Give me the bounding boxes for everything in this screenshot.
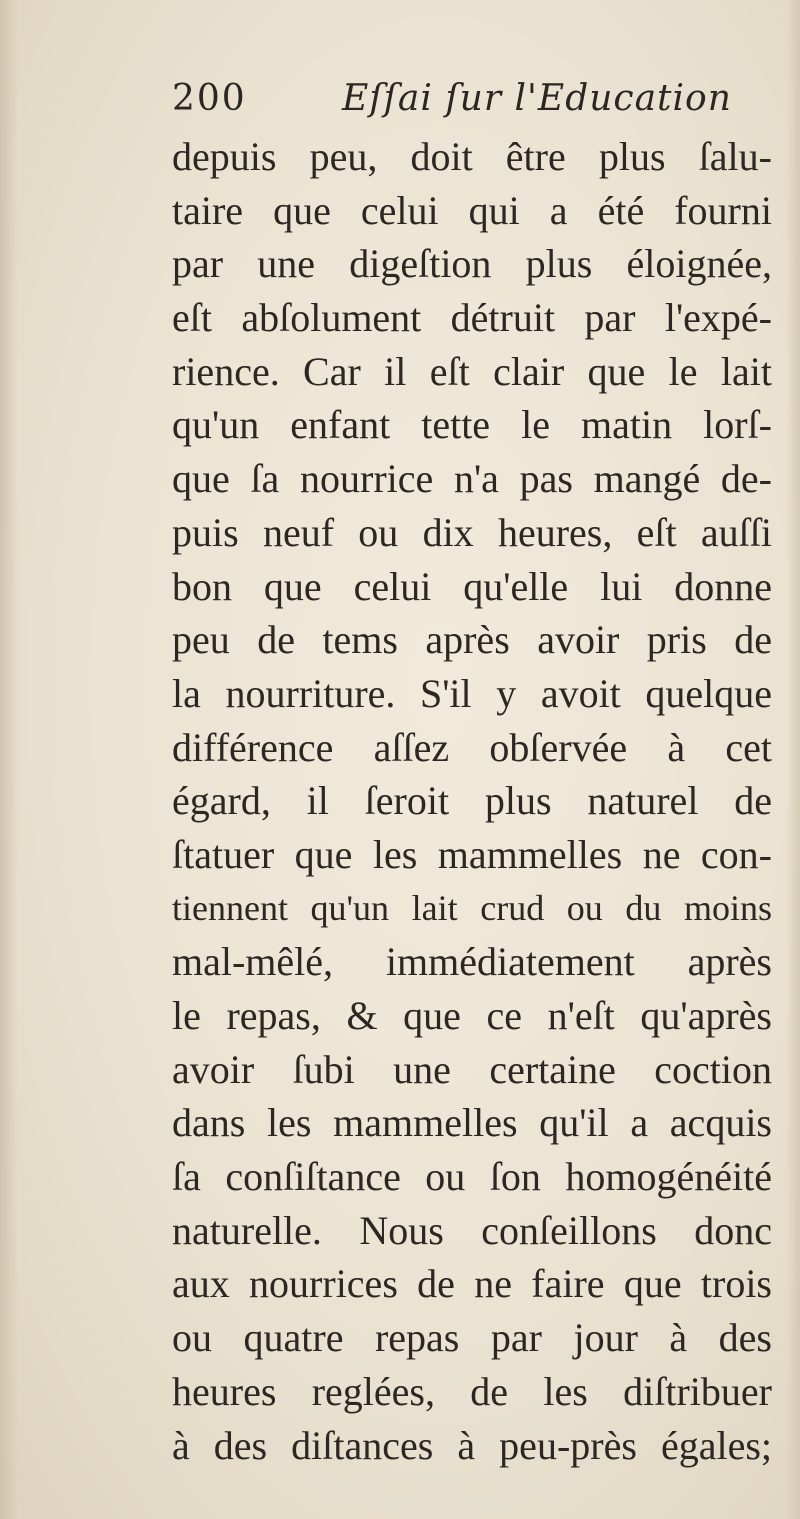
running-title: Eſſai ſur l'Education (342, 78, 732, 119)
text-line: à des diſtances à peu-près égales; (172, 1422, 772, 1468)
text-line: tiennent qu'un lait crud ou du moins (172, 887, 772, 928)
body-text (172, 130, 772, 1472)
text-line: rience. Car il eſt clair que le lait (172, 348, 772, 394)
text-line: égard, il ſeroit plus naturel de (172, 778, 772, 824)
text-line: depuis peu, doit être plus ſalu- (172, 134, 772, 179)
page-left-edge-shadow (0, 0, 18, 1519)
text-line: qu'un enfant tette le matin lorſ- (172, 402, 772, 448)
page-header (172, 78, 732, 128)
text-line: que ſa nourrice n'a pas mangé de- (172, 456, 772, 502)
text-line: ou quatre repas par jour à des (172, 1315, 772, 1361)
text-line: ſa conſiſtance ou ſon homogénéité (172, 1154, 772, 1200)
text-line: naturelle. Nous conſeillons donc (172, 1207, 772, 1253)
text-line: la nourriture. S'il y avoit quelque (172, 670, 772, 716)
text-line: par une digeſtion plus éloignée, (172, 241, 772, 287)
text-line: avoir ſubi une certaine coction (172, 1046, 772, 1092)
text-line: peu de tems après avoir pris de (172, 617, 772, 663)
text-line: différence aſſez obſervée à cet (172, 724, 772, 770)
text-line: ſtatuer que les mammelles ne con- (172, 831, 772, 877)
page-number: 200 (172, 78, 247, 119)
text-line: mal-mêlé, immédiatement après (172, 939, 772, 985)
text-line: puis neuf ou dix heures, eſt auſſi (172, 509, 772, 555)
text-line: taire que celui qui a été fourni (172, 187, 772, 233)
text-line: heures reglées, de les diſtribuer (172, 1368, 772, 1414)
text-line: le repas, & que ce n'eſt qu'après (172, 993, 772, 1038)
text-line: dans les mammelles qu'il a acquis (172, 1100, 772, 1146)
text-line: aux nourrices de ne faire que trois (172, 1261, 772, 1307)
text-line: bon que celui qu'elle lui donne (172, 563, 772, 609)
page-right-edge-shadow (786, 0, 800, 1519)
text-line: eſt abſolument détruit par l'expé- (172, 295, 772, 341)
